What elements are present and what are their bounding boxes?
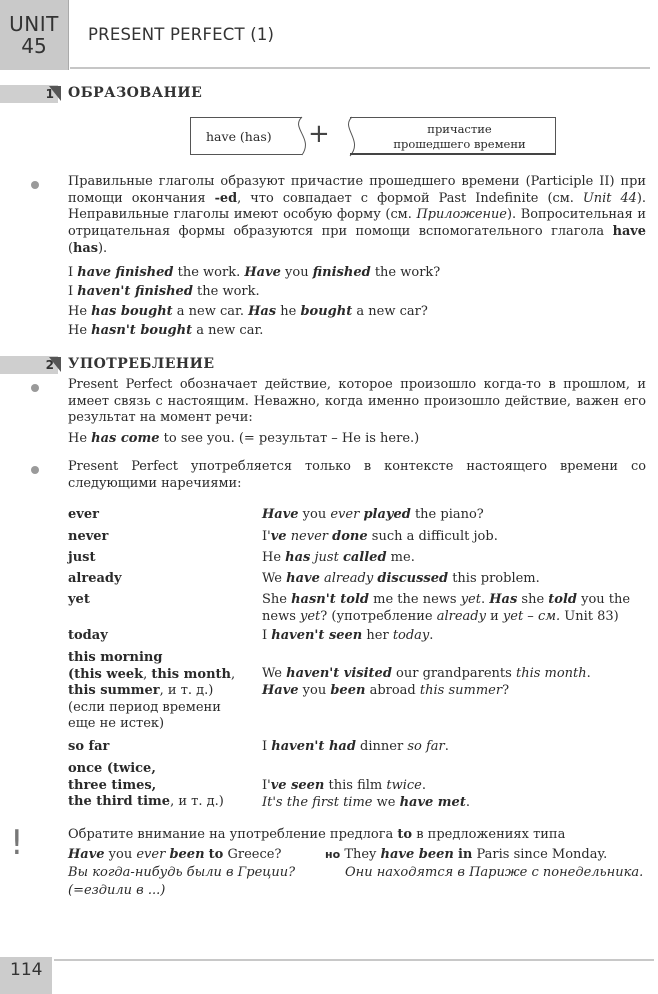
participle-line-2: прошедшего времени xyxy=(393,137,526,151)
text-line xyxy=(68,761,238,778)
adverb-example xyxy=(262,778,647,811)
text-segment: you xyxy=(298,507,331,522)
note-intro xyxy=(68,826,565,843)
text-segment: , xyxy=(230,666,236,682)
note-translation-left-2 xyxy=(68,882,165,899)
unit-number: 45 xyxy=(21,34,47,58)
text-segment: this film xyxy=(324,778,387,793)
text-segment: , xyxy=(143,666,152,682)
text: Правильные глаголы образуют причастие прошедшего времени (Participle II) при помощи окончания xyxy=(68,174,646,206)
text-segment: abroad xyxy=(365,682,420,698)
text-segment: I' xyxy=(262,778,271,793)
adverb-example xyxy=(262,592,647,625)
text-segment: Have xyxy=(262,507,299,522)
text: ). Вопросительная и отрицательная формы образуются при помощи вспомогательного глагола xyxy=(68,207,646,240)
text-segment: ever xyxy=(136,847,166,862)
text-segment: a new car. xyxy=(192,323,264,338)
text-segment: yet xyxy=(460,592,481,607)
section-marker-icon xyxy=(49,86,61,101)
text-segment: (если период времени xyxy=(68,699,221,715)
text-segment: has come xyxy=(91,431,160,446)
text-segment: bought xyxy=(300,304,353,319)
text-segment: twice xyxy=(386,778,422,793)
text-line xyxy=(262,683,647,700)
text-segment: They xyxy=(344,847,381,862)
text-segment: the piano? xyxy=(410,507,484,522)
text-segment: you the news xyxy=(262,592,631,624)
text-segment: have been xyxy=(380,847,454,862)
section-marker-icon xyxy=(49,357,61,372)
adverb-once xyxy=(68,761,238,811)
text-line xyxy=(68,650,238,667)
text-segment: She xyxy=(262,592,292,607)
text-segment: We xyxy=(262,666,287,681)
usage-paragraph-1: Present Perfect обозначает действие, которое произошло когда-то в прошлом, и имеет связь с настоящим. Неважно, когда именно произошло действие, важен его результат на момент речи: xyxy=(68,377,646,426)
adverb-example xyxy=(262,666,647,699)
example-line xyxy=(68,430,419,447)
text-segment: – xyxy=(523,608,538,624)
text-segment: so far xyxy=(407,739,445,754)
text-segment: me the news xyxy=(368,592,461,607)
adverb-term: yet xyxy=(68,592,90,607)
plus-sign: + xyxy=(308,119,330,149)
text-segment: см. xyxy=(537,608,561,624)
example-line xyxy=(68,283,260,300)
adverb-just xyxy=(68,550,238,567)
text-segment: the work. xyxy=(173,265,245,280)
text-segment: It's the first time xyxy=(262,794,373,810)
adverb-example xyxy=(262,507,647,524)
text-segment: you xyxy=(280,265,313,280)
text-segment: (=ездили в ...) xyxy=(68,883,166,898)
section-2-number: 2 xyxy=(0,356,58,374)
text-segment: I' xyxy=(262,529,271,544)
text-segment: , и т. д.) xyxy=(170,794,224,809)
adverb-example xyxy=(262,529,647,546)
text-segment: ( xyxy=(68,666,75,682)
text-segment: such a difficult job. xyxy=(367,529,498,544)
title-divider xyxy=(70,67,650,69)
adverb-term: ever xyxy=(68,507,99,522)
text-segment: . xyxy=(480,592,490,607)
adverb-example xyxy=(262,571,647,588)
page-title: PRESENT PERFECT (1) xyxy=(88,25,275,44)
text-segment: this summer xyxy=(68,683,160,698)
text-segment: this month xyxy=(515,666,587,681)
text-segment: been xyxy=(330,682,366,698)
text-segment: Have xyxy=(262,682,299,698)
note-example-right xyxy=(325,846,607,863)
text-segment: ve xyxy=(270,529,287,544)
text-segment: has bought xyxy=(91,304,173,319)
text-segment: We xyxy=(262,571,287,586)
text-segment: He xyxy=(68,304,92,319)
text-segment: just xyxy=(314,550,339,565)
text-segment: you xyxy=(298,682,331,698)
text-segment: discussed xyxy=(377,571,449,586)
text-segment: Paris since Monday. xyxy=(472,847,608,862)
text-segment: me. xyxy=(386,550,415,565)
text-segment: this week xyxy=(74,666,144,682)
ending-ed: -ed xyxy=(214,190,238,206)
text-segment: the work. xyxy=(192,284,260,299)
unit-label: UNIT xyxy=(9,12,59,36)
unit-44-ref: Unit 44 xyxy=(582,190,637,206)
text-line xyxy=(262,778,647,795)
text: ). Неправильные глаголы имеют особую форму (см. xyxy=(68,190,646,223)
text-line xyxy=(262,795,647,812)
text-segment: Has xyxy=(248,304,277,319)
text-segment: we xyxy=(372,794,400,810)
adverb-term: so far xyxy=(68,739,110,754)
text-segment: I xyxy=(68,265,78,280)
adverb-today xyxy=(68,628,238,645)
text-segment: еще не истек) xyxy=(68,716,165,731)
text-segment: twice xyxy=(113,761,152,776)
note-example-left xyxy=(68,846,281,863)
text-segment: . xyxy=(429,628,434,643)
text-segment: , и т. д.) xyxy=(159,683,214,698)
bullet-icon xyxy=(31,466,39,474)
adverb-example xyxy=(262,628,647,645)
exclamation-icon: ! xyxy=(10,823,24,863)
text-segment: today xyxy=(392,628,430,643)
text-segment: you xyxy=(104,847,137,862)
formula-participle xyxy=(350,117,556,155)
text-segment: ever xyxy=(330,507,360,522)
section-1-number: 1 xyxy=(0,85,58,103)
adverb-already xyxy=(68,571,238,588)
usage-paragraph-2: Present Perfect употребляется только в контексте настоящего времени со следующими наречиями: xyxy=(68,459,646,491)
text-segment: been xyxy=(169,847,205,862)
text-segment: , xyxy=(151,761,156,776)
adverb-yet xyxy=(68,592,238,609)
text-segment: done xyxy=(332,529,368,544)
page-number: 114 xyxy=(0,957,52,994)
footer-divider xyxy=(54,959,654,961)
text-segment: to see you. (= результат – He is here.) xyxy=(159,431,420,446)
adverb-term: today xyxy=(68,628,108,643)
text-segment: never xyxy=(290,529,329,544)
text-line xyxy=(68,778,238,795)
text-line xyxy=(262,666,647,683)
text-segment: haven't visited xyxy=(286,666,392,681)
text-segment: yet xyxy=(300,608,321,624)
text-segment: have met xyxy=(399,794,466,810)
text-segment: He xyxy=(262,550,286,565)
text-segment: finished xyxy=(312,265,371,280)
text-segment: to xyxy=(208,847,224,862)
text-segment: Has xyxy=(489,592,518,607)
adverb-example xyxy=(262,739,647,756)
bullet-icon xyxy=(31,181,39,189)
but-label: но xyxy=(325,848,341,861)
text-segment: dinner xyxy=(355,739,408,754)
text-segment: yet xyxy=(502,608,524,624)
bullet-icon xyxy=(31,384,39,392)
adverb-term: just xyxy=(68,550,96,565)
text-line xyxy=(68,683,238,700)
text-segment: Greece? xyxy=(223,847,282,862)
text-segment: already xyxy=(323,571,374,586)
appendix-ref: Приложение xyxy=(416,207,507,223)
text-segment: . xyxy=(465,794,470,810)
text-segment: haven't seen xyxy=(271,628,363,643)
example-line xyxy=(68,264,440,281)
section-1-title: ОБРАЗОВАНИЕ xyxy=(68,85,203,101)
text-segment: I xyxy=(262,739,272,754)
text-segment: Вы когда-нибудь были в Греции? xyxy=(68,865,296,880)
text-segment: . xyxy=(586,666,591,681)
adverb-example xyxy=(262,550,647,567)
text-segment: haven't had xyxy=(271,739,356,754)
adverb-never xyxy=(68,529,238,546)
adverb-ever xyxy=(68,507,238,524)
text-segment: He xyxy=(68,323,92,338)
text-segment: the work? xyxy=(370,265,441,280)
example-line xyxy=(68,322,263,339)
text-segment: the third time xyxy=(68,794,171,809)
text-segment: haven't finished xyxy=(77,284,193,299)
text-segment: called xyxy=(342,550,387,565)
text-segment: He xyxy=(68,431,92,446)
text-segment: this summer xyxy=(419,682,503,698)
participle-line-1: причастие xyxy=(427,122,492,136)
text-segment: Обратите внимание на употребление предлога xyxy=(68,827,398,842)
text-segment: already xyxy=(436,608,486,624)
example-line xyxy=(68,303,428,320)
text-segment: this problem. xyxy=(448,571,540,586)
text-segment: a new car. xyxy=(172,304,249,319)
text-segment: Они находятся в Париже с понедельника. xyxy=(345,865,644,880)
text-segment: he xyxy=(276,304,301,319)
text-segment: . xyxy=(444,739,449,754)
text-segment: in xyxy=(457,847,473,862)
text: , что совпадает с формой Past Indefinite (см. xyxy=(237,190,583,206)
adverb-term: already xyxy=(68,571,122,586)
adverb-this-morning xyxy=(68,650,238,733)
text-segment: she xyxy=(517,592,549,607)
adverb-so-far xyxy=(68,739,238,756)
text-segment: this month xyxy=(151,666,231,682)
text-segment: played xyxy=(363,507,411,522)
has-word: has xyxy=(73,240,99,256)
text-segment: Have xyxy=(68,847,105,862)
note-translation-right xyxy=(345,864,643,881)
have-word: have xyxy=(612,224,646,240)
text-segment: once ( xyxy=(68,761,113,776)
text-segment: hasn't bought xyxy=(91,323,193,338)
text-segment: have finished xyxy=(77,265,174,280)
text-segment: this morning xyxy=(68,650,163,665)
section-2-title: УПОТРЕБЛЕНИЕ xyxy=(68,356,215,372)
text-segment: ? xyxy=(502,682,510,698)
text-segment: , xyxy=(151,777,157,793)
unit-badge xyxy=(0,0,69,70)
text-segment: hasn't told xyxy=(291,592,369,607)
text-segment: I xyxy=(68,284,78,299)
text-segment: three times xyxy=(68,777,152,793)
text-segment: и xyxy=(485,608,503,624)
formation-paragraph xyxy=(68,174,646,258)
text-segment: Unit 83) xyxy=(560,608,619,624)
adverb-term: never xyxy=(68,529,109,544)
text-segment: our grandparents xyxy=(391,666,516,681)
text-line xyxy=(68,794,238,811)
text-segment: ? (употребление xyxy=(320,608,437,624)
text-segment: в предложениях типа xyxy=(412,827,566,842)
note-translation-left xyxy=(68,864,295,881)
text-line xyxy=(68,667,238,684)
text-segment: ve seen xyxy=(270,778,325,793)
text-segment: a new car? xyxy=(352,304,428,319)
text-segment: have xyxy=(286,571,320,586)
text-segment: to xyxy=(397,827,413,842)
text: ). xyxy=(98,240,108,256)
text-segment: has xyxy=(285,550,311,565)
text-segment: told xyxy=(548,592,577,607)
formula-have-has: have (has) xyxy=(190,117,302,155)
text-segment: Have xyxy=(244,265,281,280)
text-segment: . xyxy=(421,778,426,793)
text-segment: I xyxy=(262,628,272,643)
text: ( xyxy=(68,240,74,256)
text-segment: her xyxy=(362,628,393,643)
